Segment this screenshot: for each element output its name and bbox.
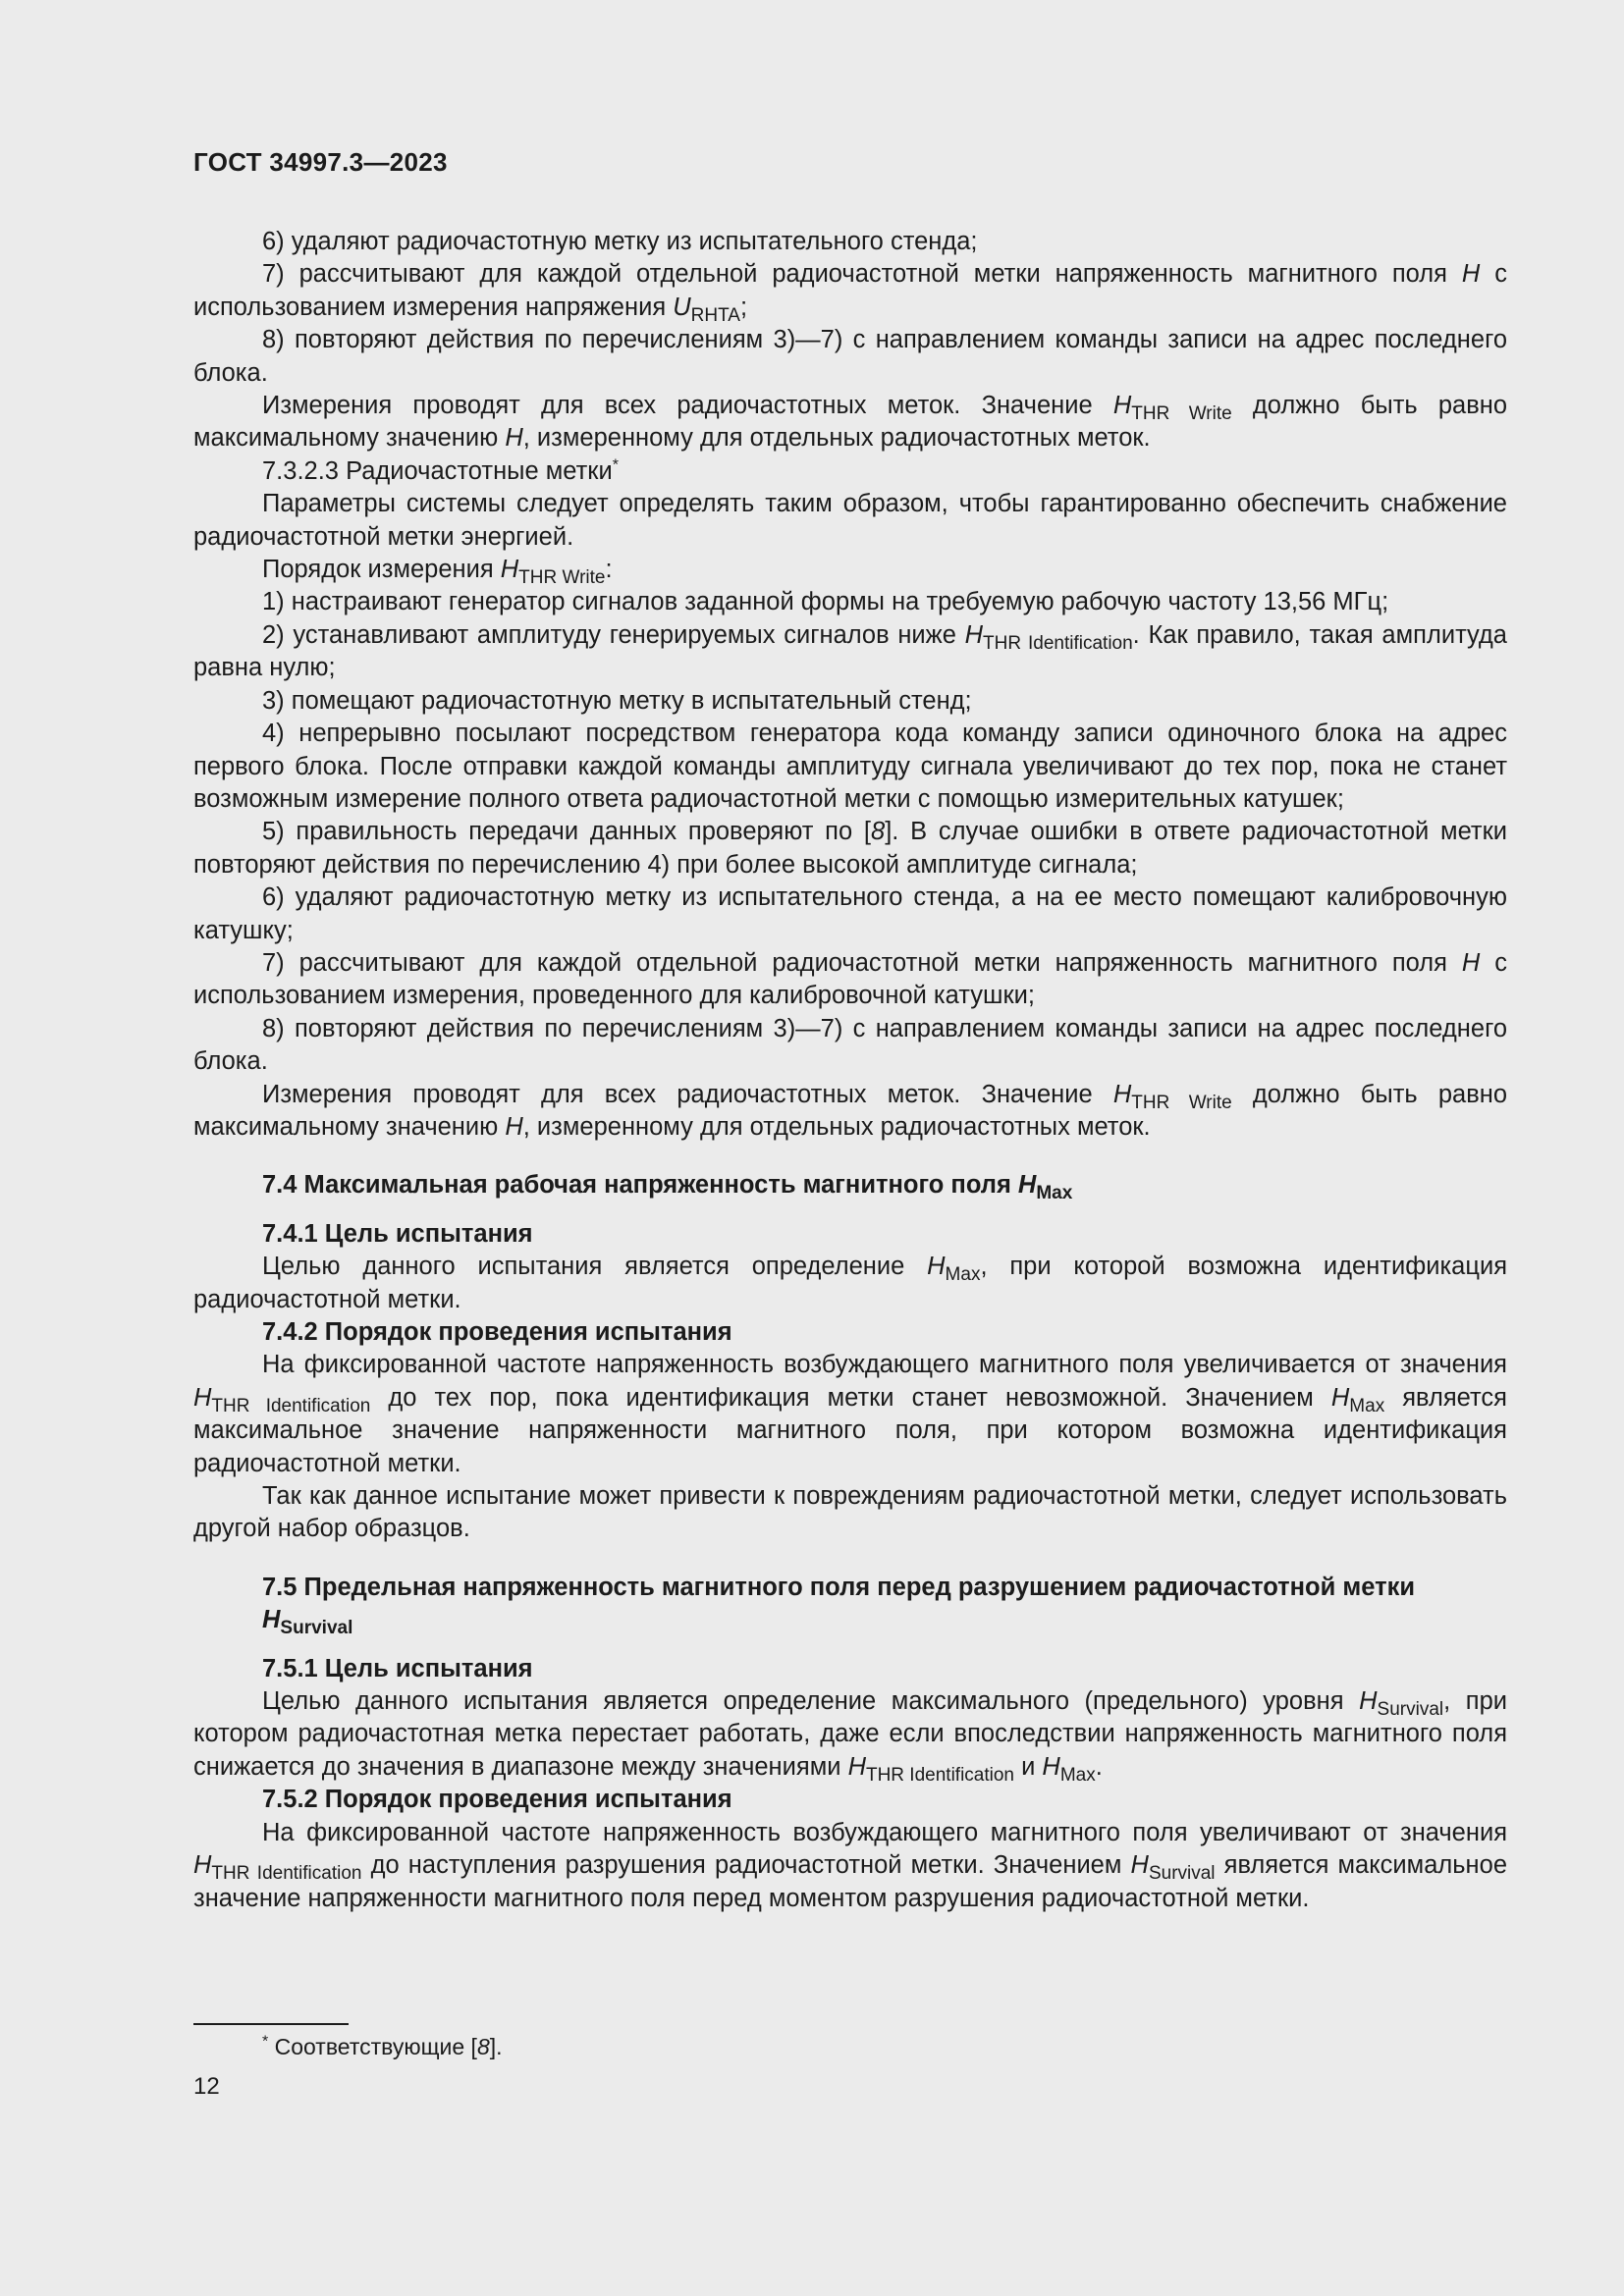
page-number: 12 [193,2073,220,2100]
section-title-7-5: 7.5 Предельная напряженность магнитного поля перед разрушением радиочастотной метки $H_{Survival}$ [262,1573,1416,1639]
paragraph: Целью данного испытания является определение $H_{Max}$, при которой возможна идентификация радиочастотной метки. [193,1253,1508,1313]
list-item: 1) настраивают генератор сигналов заданной формы на требуемую рабочую частоту 13,56 МГц; [262,588,1389,616]
paragraph: Целью данного испытания является определение максимального (предельного) уровня $H_{Survival}$, при котором радиочастотная метка перестает работать, даже если впоследствии напряженность магнитного поля снижается до значения в диапазоне между значениями $H_{THR Identification}$ и $H_{Max}$. [193,1687,1507,1786]
subsection-heading: 7.5.2 Порядок проведения испытания [262,1786,732,1814]
list-item: 5) правильность передачи данных проверяют по [8]. В случае ошибки в ответе радиочастотной метки повторяют действия по перечислению 4) при более высокой амплитуде сигнала; [193,818,1507,879]
list-item: 3) помещают радиочастотную метку в испытательный стенд; [262,686,972,715]
list-item: 6) удаляют радиочастотную метку из испытательного стенда; [262,228,978,255]
subsection-heading: 7.5.1 Цель испытания [262,1654,533,1682]
list-item: 6) удаляют радиочастотную метку из испытательного стенда, а на ее место помещают калибровочную катушку; [193,883,1507,944]
list-item: 8) повторяют действия по перечислениям 3)—7) с направлением команды записи на адрес последнего блока. [193,1014,1507,1076]
paragraph: Порядок измерения $H_{THR Write}$: [262,556,613,589]
paragraph: На фиксированной частоте напряженность возбуждающего магнитного поля увеличивают от значения $H_{THR Identification}$ до наступления разрушения радиочастотной метки. Значением $H_{Survival}$ является максимальное значение напряженности магнитного поля перед моментом разрушения радиочастотной метки. [193,1818,1508,1912]
subsection-heading: 7.4.1 Цель испытания [262,1219,533,1248]
section-title-7-4: 7.4 Максимальная рабочая напряженность магнитного поля $H_{Max}$ [262,1171,1073,1204]
list-item: 8) повторяют действия по перечислениям 3)—7) с направлением команды записи на адрес последнего блока. [193,326,1507,387]
paragraph: На фиксированной частоте напряженность возбуждающего магнитного поля увеличивается от значения $H_{THR Identification}$ до тех пор, пока идентификация метки станет невозможной. Значением $H_{Max}$ является максимальное значение напряженности магнитного поля, при котором возможна идентификация радиочастотной метки. [193,1351,1507,1477]
footnote-divider [193,2023,349,2025]
list-item: 2) устанавливают амплитуду генерируемых сигналов ниже $H_{THR Identification}$. Как правило, такая амплитуда равна нулю; [193,620,1507,682]
paragraph: Так как данное испытание может привести к повреждениям радиочастотной метки, следует использовать другой набор образцов. [193,1482,1507,1543]
document-body [193,226,1507,1915]
paragraph: Параметры системы следует определять таким образом, чтобы гарантированно обеспечить снабжение радиочастотной метки энергией. [193,490,1507,551]
subsection-heading: 7.4.2 Порядок проведения испытания [262,1318,732,1346]
document-header: ГОСТ 34997.3—2023 [193,147,448,177]
list-item: 4) непрерывно посылают посредством генератора кода команду записи одиночного блока на адрес первого блока. После отправки каждой команды амплитуду сигнала увеличивают до тех пор, пока не станет возможным измерение полного ответа радиочастотной метки с помощью измерительных катушек; [193,720,1507,813]
paragraph: Измерения проводят для всех радиочастотных меток. Значение $H_{THR Write}$ должно быть равно максимальному значению H, измеренному для отдельных радиочастотных меток. [193,1080,1508,1141]
list-item: 7) рассчитывают для каждой отдельной радиочастотной метки напряженность магнитного поля H с использованием измерения, проведенного для калибровочной катушки; [193,948,1507,1010]
footnote: * Соответствующие [8]. [262,2033,503,2059]
subsection-title: 7.3.2.3 Радиочастотные метки* [262,456,619,485]
list-item: 7) рассчитывают для каждой отдельной радиочастотной метки напряженность магнитного поля H с использованием измерения напряжения $U_{RHTA}$; [193,260,1507,326]
paragraph: Измерения проводят для всех радиочастотных меток. Значение $H_{THR Write}$ должно быть равно максимальному значению H, измеренному для отдельных радиочастотных меток. [193,392,1508,453]
